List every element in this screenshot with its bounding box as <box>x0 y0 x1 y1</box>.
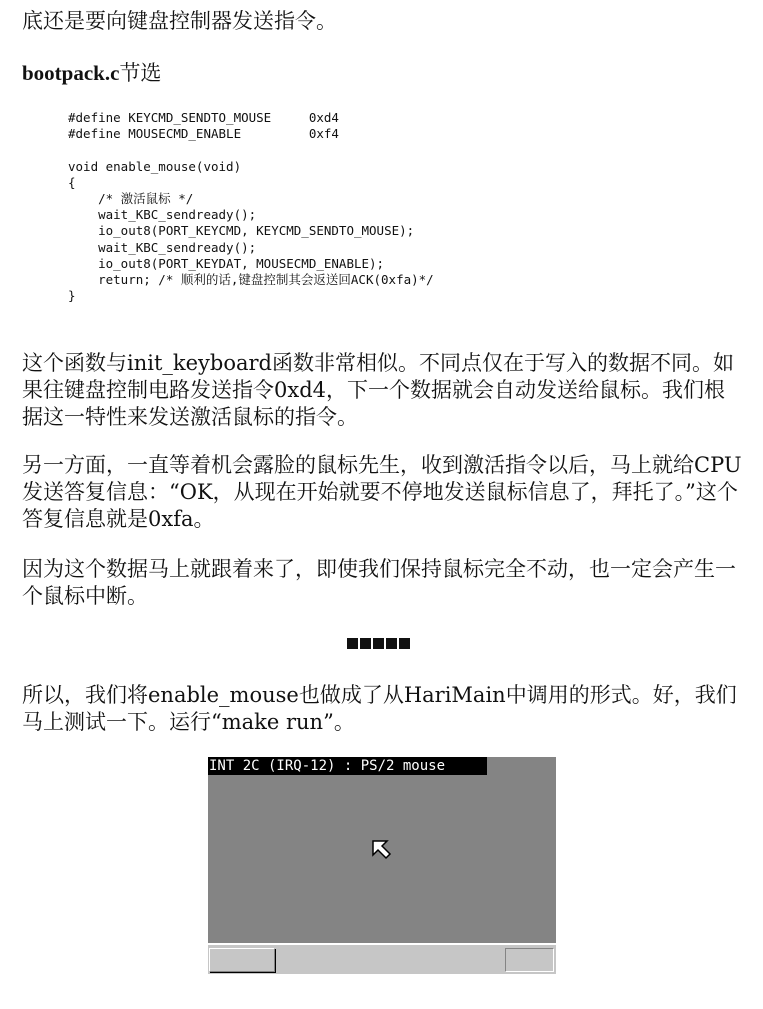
code-line: return; /* 顺利的话,键盘控制其会返送回ACK(0xfa)*/ <box>68 272 434 288</box>
section-heading <box>22 60 161 87</box>
divider-square <box>373 638 384 649</box>
intro-line: 底还是要向键盘控制器发送指令。 <box>22 9 337 33</box>
paragraph-2: 另一方面，一直等着机会露脸的鼠标先生，收到激活指令以后，马上就给CPU发送答复信息：“OK，从现在开始就要不停地发送鼠标信息了，拜托了。”这个答复信息就是0xfa。 <box>22 453 742 531</box>
divider-square <box>360 638 371 649</box>
clock-area <box>505 948 554 972</box>
code-line: { <box>68 174 76 190</box>
code-line: /* 激活鼠标 */ <box>68 191 194 207</box>
interrupt-message: INT 2C (IRQ-12) : PS/2 mouse <box>208 757 487 775</box>
divider-square <box>386 638 397 649</box>
heading-file-name: bootpack.c <box>22 61 120 85</box>
code-line: wait_KBC_sendready(); <box>68 207 257 223</box>
code-line: io_out8(PORT_KEYCMD, KEYCMD_SENDTO_MOUSE); <box>68 223 415 239</box>
divider-square <box>399 638 410 649</box>
taskbar-highlight <box>208 943 556 945</box>
heading-suffix: 节选 <box>119 61 162 85</box>
code-listing <box>68 110 434 304</box>
closing-paragraph: 所以，我们将enable_mouse也做成了从HariMain中调用的形式。好，我们马上测试一下。运行“make run”。 <box>22 683 737 734</box>
code-line: } <box>68 288 76 304</box>
paragraph-1: 这个函数与init_keyboard函数非常相似。不同点仅在于写入的数据不同。如果往键盘控制电路发送指令0xd4，下一个数据就会自动发送给鼠标。我们根据这一特性来发送激活鼠标的指令。 <box>22 351 734 429</box>
divider-square <box>347 638 358 649</box>
paragraph-3: 因为这个数据马上就跟着来了，即使我们保持鼠标完全不动，也一定会产生一个鼠标中断。 <box>22 557 736 608</box>
taskbar <box>208 943 556 974</box>
code-line: #define KEYCMD_SENDTO_MOUSE 0xd4 <box>68 110 339 125</box>
code-line: #define MOUSECMD_ENABLE 0xf4 <box>68 126 339 142</box>
mouse-pointer-icon <box>372 840 392 860</box>
section-divider <box>347 638 410 649</box>
code-line: void enable_mouse(void) <box>68 158 242 174</box>
code-line: wait_KBC_sendready(); <box>68 239 257 255</box>
code-line: io_out8(PORT_KEYDAT, MOUSECMD_ENABLE); <box>68 255 385 271</box>
os-screenshot <box>208 757 556 974</box>
start-button[interactable] <box>209 948 275 972</box>
